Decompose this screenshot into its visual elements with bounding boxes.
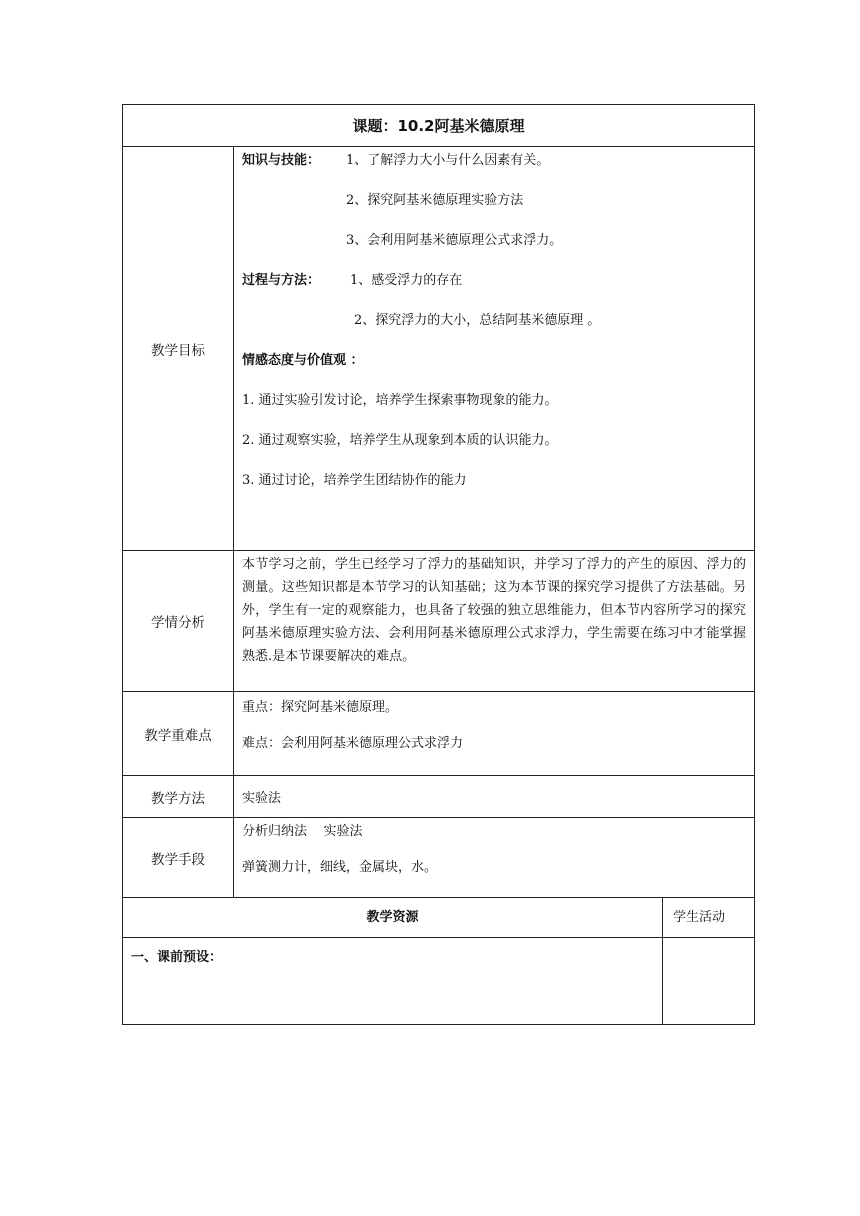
objectives-content xyxy=(234,147,755,551)
knowledge-line-2 xyxy=(242,189,746,229)
lesson-plan-table xyxy=(122,104,755,1025)
resources-header-row xyxy=(123,898,755,938)
pre-class-cell xyxy=(123,938,663,1025)
emotion-key: 情感态度与价值观 ： xyxy=(242,353,364,368)
emotion-item-1: 1. 通过实验引发讨论，培养学生探索事物现象的能力。 xyxy=(242,393,558,408)
means-label: 教学手段 xyxy=(123,818,234,898)
knowledge-item-3: 3、会利用阿基米德原理公式求浮力。 xyxy=(346,233,563,248)
process-item-2: 2、探究浮力的大小，总结阿基米德原理 。 xyxy=(354,313,601,328)
resources-header: 教学资源 xyxy=(123,898,663,938)
objectives-row xyxy=(123,147,755,551)
means-line-1: 分析归纳法 实验法 xyxy=(242,824,363,839)
means-row xyxy=(123,818,755,898)
lesson-title: 课题：10.2阿基米德原理 xyxy=(123,105,755,147)
process-key: 过程与方法： xyxy=(242,273,321,288)
difficulty-line: 难点：会利用阿基米德原理公式求浮力 xyxy=(242,736,464,751)
analysis-row xyxy=(123,551,755,692)
knowledge-line-1 xyxy=(242,147,746,189)
emotion-line xyxy=(242,349,746,389)
objectives-label: 教学目标 xyxy=(123,147,234,551)
method-value: 实验法 xyxy=(242,791,282,806)
method-label: 教学方法 xyxy=(123,776,234,818)
key-points-content xyxy=(234,692,755,776)
knowledge-item-1: 1、了解浮力大小与什么因素有关。 xyxy=(346,153,550,168)
title-row xyxy=(123,105,755,147)
means-content xyxy=(234,818,755,898)
student-activity-header: 学生活动 xyxy=(663,898,755,938)
pre-class-row xyxy=(123,938,755,1025)
knowledge-key: 知识与技能： xyxy=(242,153,321,168)
lesson-plan-sheet xyxy=(122,104,754,1025)
method-content xyxy=(234,776,755,818)
emotion-item-2: 2. 通过观察实验，培养学生从现象到本质的认识能力。 xyxy=(242,433,558,448)
pre-class-heading: 一、课前预设： xyxy=(131,950,223,965)
analysis-text: 本节学习之前，学生已经学习了浮力的基础知识，并学习了浮力的产生的原因、浮力的测量。这些知识都是本节学习的认知基础；这为本节课的探究学习提供了方法基础。另外，学生有一定的观察能力，也具备了较强的独立思维能力，但本节内容所学习的探究阿基米德原理实验方法、会利用阿基米德原理公式求浮力，学生需要在练习中才能掌握熟悉.是本节课要解决的难点。 xyxy=(242,557,746,664)
process-line-1 xyxy=(242,269,746,309)
key-points-label: 教学重难点 xyxy=(123,692,234,776)
process-item-1: 1、感受浮力的存在 xyxy=(350,273,463,288)
knowledge-line-3 xyxy=(242,229,746,269)
key-points-row xyxy=(123,692,755,776)
pre-class-student-cell xyxy=(663,938,755,1025)
analysis-label: 学情分析 xyxy=(123,551,234,692)
analysis-content xyxy=(234,551,755,692)
means-line-2: 弹簧测力计，细线，金属块，水。 xyxy=(242,860,438,875)
knowledge-item-2: 2、探究阿基米德原理实验方法 xyxy=(346,193,524,208)
process-line-2 xyxy=(242,309,746,349)
focus-line: 重点：探究阿基米德原理。 xyxy=(242,700,399,715)
emotion-item-3: 3. 通过讨论，培养学生团结协作的能力 xyxy=(242,473,467,488)
method-row xyxy=(123,776,755,818)
